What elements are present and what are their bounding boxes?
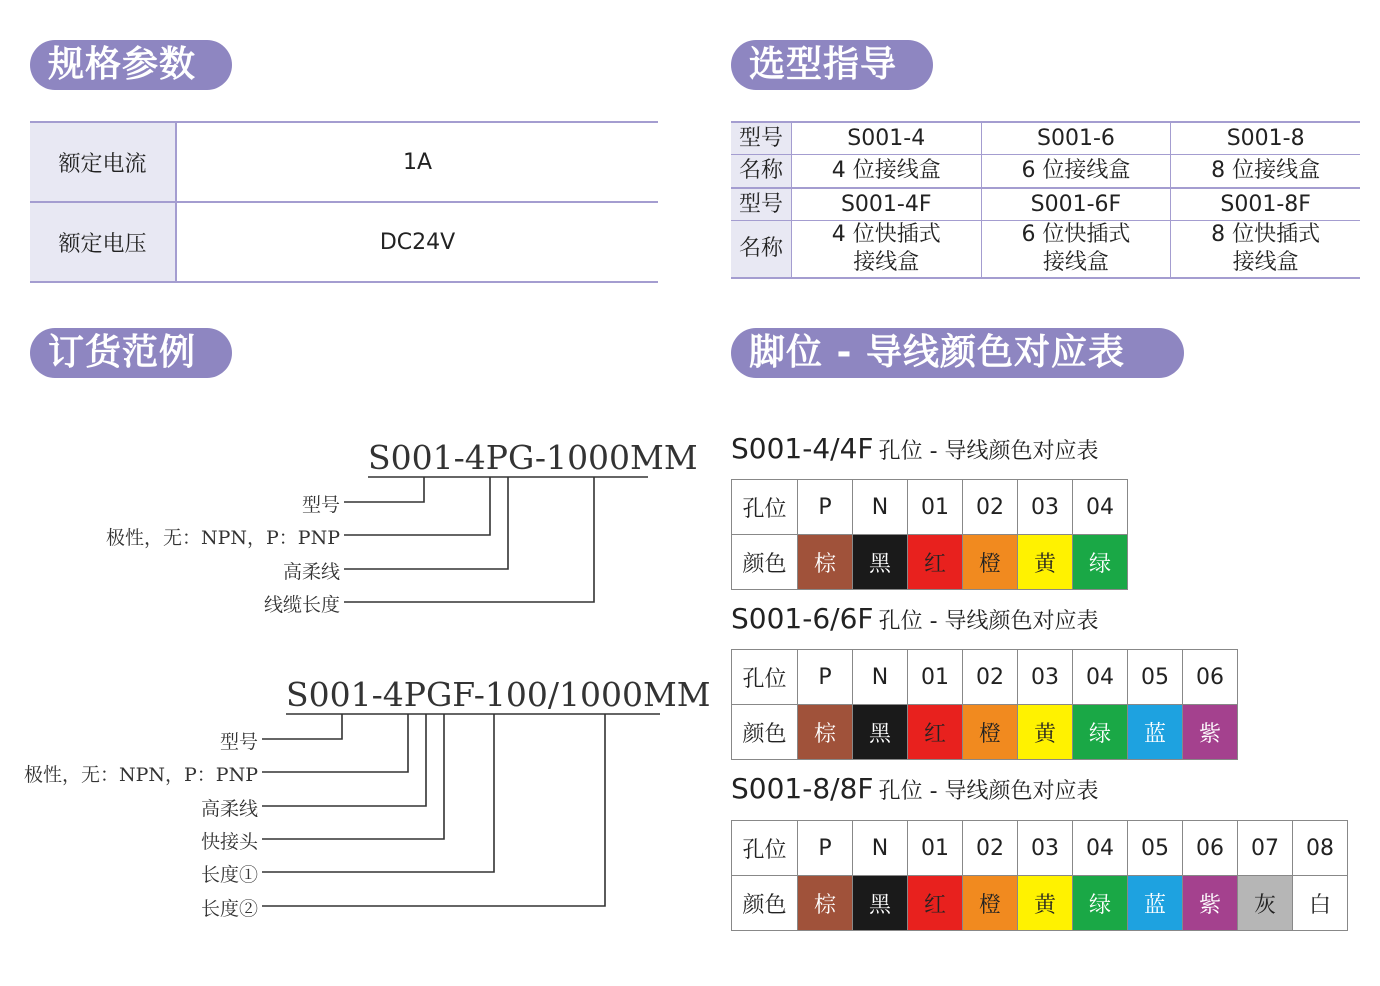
pin-cell: 03 [1018, 650, 1073, 705]
pin-cell: P [798, 821, 853, 876]
color-cell: 红 [908, 876, 963, 931]
model-label: 型号 [731, 188, 791, 221]
spec-key: 额定电流 [30, 122, 176, 202]
color-cell: 黑 [853, 535, 908, 590]
table-row [732, 650, 1238, 705]
order-label: 快接头 [200, 831, 258, 853]
section-pin-header [731, 328, 1184, 378]
order-label: 长度② [200, 898, 258, 920]
pin-table-title-8 [731, 772, 1099, 805]
name-line: 6 位快插式 [1021, 222, 1131, 247]
color-cell: 绿 [1073, 876, 1128, 931]
color-cell: 黄 [1018, 705, 1073, 760]
color-cell: 棕 [798, 876, 853, 931]
color-cell: 橙 [963, 535, 1018, 590]
color-header-label: 颜色 [732, 705, 798, 760]
color-cell: 棕 [798, 705, 853, 760]
pin-cell: N [853, 650, 908, 705]
color-cell: 白 [1293, 876, 1348, 931]
pin-cell: 01 [908, 480, 963, 535]
section-order-title: 订货范例 [48, 332, 197, 373]
spec-key: 额定电压 [30, 202, 176, 282]
pin-cell: 04 [1073, 821, 1128, 876]
pin-header-label: 孔位 [732, 821, 798, 876]
color-cell: 橙 [963, 876, 1018, 931]
name-cell: 6 位接线盒 [981, 155, 1171, 189]
pin-title-model: S001-8/8F [731, 772, 874, 805]
pin-title-suffix: 孔位 - 导线颜色对应表 [878, 609, 1099, 634]
selection-table [731, 121, 1360, 279]
pin-table-8 [731, 820, 1348, 931]
model-cell: S001-8 [1171, 122, 1360, 155]
color-header-label: 颜色 [732, 535, 798, 590]
pin-title-model: S001-4/4F [731, 432, 874, 465]
order-label: 极性，无：NPN，P：PNP [23, 764, 258, 786]
color-cell: 红 [908, 705, 963, 760]
color-cell: 棕 [798, 535, 853, 590]
pin-cell: 07 [1238, 821, 1293, 876]
table-row [732, 876, 1348, 931]
model-cell: S001-6F [981, 188, 1171, 221]
pin-cell: 02 [963, 650, 1018, 705]
model-cell: S001-6 [981, 122, 1171, 155]
pin-cell: 05 [1128, 821, 1183, 876]
pin-table-6 [731, 649, 1238, 760]
table-row [731, 188, 1360, 221]
pin-cell: 08 [1293, 821, 1348, 876]
color-cell: 橙 [963, 705, 1018, 760]
model-cell: S001-4F [791, 188, 981, 221]
order-label: 高柔线 [282, 561, 340, 583]
name-line: 接线盒 [853, 250, 920, 275]
order-label: 线缆长度 [263, 594, 340, 616]
order-label: 型号 [301, 494, 340, 516]
color-cell: 灰 [1238, 876, 1293, 931]
pin-title-model: S001-6/6F [731, 602, 874, 635]
order-label: 型号 [219, 731, 258, 753]
pin-table-title-4 [731, 432, 1099, 465]
color-cell: 紫 [1183, 876, 1238, 931]
name-label: 名称 [731, 221, 791, 279]
color-cell: 黑 [853, 705, 908, 760]
section-selection-title: 选型指导 [749, 44, 898, 85]
spec-value: DC24V [176, 202, 658, 282]
pin-header-label: 孔位 [732, 480, 798, 535]
pin-cell: 03 [1018, 821, 1073, 876]
color-cell: 黄 [1018, 876, 1073, 931]
order-code-1: S001-4PG-1000MM [368, 438, 698, 477]
color-cell: 绿 [1073, 705, 1128, 760]
model-cell: S001-8F [1171, 188, 1360, 221]
color-cell: 蓝 [1128, 705, 1183, 760]
color-cell: 绿 [1073, 535, 1128, 590]
table-row [732, 705, 1238, 760]
pin-cell: N [853, 480, 908, 535]
pin-cell: 04 [1073, 650, 1128, 705]
order-label: 高柔线 [200, 798, 258, 820]
pin-cell: 05 [1128, 650, 1183, 705]
color-cell: 紫 [1183, 705, 1238, 760]
color-cell: 黑 [853, 876, 908, 931]
order-code-2: S001-4PGF-100/1000MM [286, 675, 711, 714]
pin-cell: P [798, 650, 853, 705]
pin-cell: N [853, 821, 908, 876]
table-row [732, 821, 1348, 876]
table-row [732, 535, 1128, 590]
name-cell: 8 位接线盒 [1171, 155, 1360, 189]
name-line: 8 位快插式 [1211, 222, 1321, 247]
color-header-label: 颜色 [732, 876, 798, 931]
pin-title-suffix: 孔位 - 导线颜色对应表 [878, 779, 1099, 804]
pin-cell: 01 [908, 821, 963, 876]
pin-table-title-6 [731, 602, 1099, 635]
pin-table-4 [731, 479, 1128, 590]
pin-cell: 01 [908, 650, 963, 705]
section-selection-header [731, 40, 933, 90]
order-label: 长度① [200, 864, 258, 886]
name-line: 接线盒 [1232, 250, 1299, 275]
table-row [731, 155, 1360, 189]
color-cell: 黄 [1018, 535, 1073, 590]
name-cell: 4 位接线盒 [791, 155, 981, 189]
pin-title-suffix: 孔位 - 导线颜色对应表 [878, 439, 1099, 464]
section-spec-title: 规格参数 [48, 44, 197, 85]
name-cell [791, 221, 981, 279]
pin-header-label: 孔位 [732, 650, 798, 705]
table-row [732, 480, 1128, 535]
name-line: 接线盒 [1042, 250, 1109, 275]
name-cell [981, 221, 1171, 279]
spec-value: 1A [176, 122, 658, 202]
pin-cell: 06 [1183, 650, 1238, 705]
pin-cell: 04 [1073, 480, 1128, 535]
model-cell: S001-4 [791, 122, 981, 155]
color-cell: 蓝 [1128, 876, 1183, 931]
name-line: 4 位快插式 [831, 222, 941, 247]
pin-cell: 06 [1183, 821, 1238, 876]
name-label: 名称 [731, 155, 791, 189]
color-cell: 红 [908, 535, 963, 590]
pin-cell: P [798, 480, 853, 535]
model-label: 型号 [731, 122, 791, 155]
pin-cell: 02 [963, 480, 1018, 535]
pin-cell: 02 [963, 821, 1018, 876]
table-row [731, 221, 1360, 279]
table-row [731, 122, 1360, 155]
section-pin-title: 脚位 - 导线颜色对应表 [749, 332, 1126, 373]
order-label: 极性，无：NPN，P：PNP [105, 527, 340, 549]
name-cell [1171, 221, 1360, 279]
pin-cell: 03 [1018, 480, 1073, 535]
